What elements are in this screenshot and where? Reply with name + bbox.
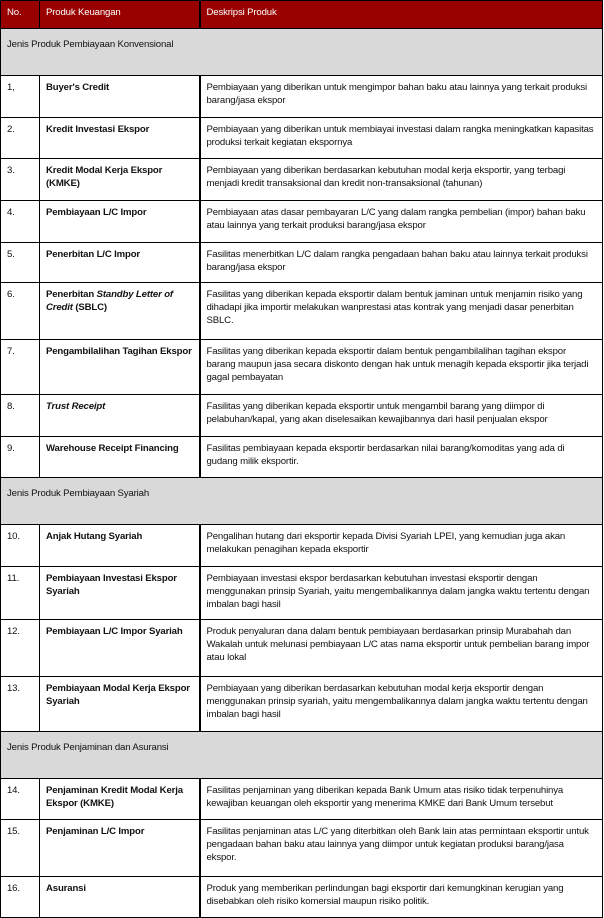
row-description: Pembiayaan atas dasar pembayaran L/C yang dalam rangka pembelian (impor) bahan baku atau lainnya yang terkait produksi barang/jasa ekspor (200, 201, 603, 243)
row-description: Fasilitas penjaminan yang diberikan kepada Bank Umum atas risiko tidak terpenuhinya kewajiban keuangan oleh eksportir yang menerima KMKE dari Bank Umum tersebut (200, 779, 603, 820)
table-row (1, 201, 603, 243)
table-row (1, 118, 603, 159)
row-description: Pembiayaan yang diberikan untuk mengimpor bahan baku atau lainnya yang terkait produksi barang/jasa ekspor (200, 76, 603, 118)
row-no: 5. (1, 243, 40, 283)
row-no: 6. (1, 283, 40, 340)
table-row (1, 76, 603, 118)
section-title: Jenis Produk Pembiayaan Syariah (1, 478, 603, 525)
row-no: 7. (1, 340, 40, 395)
row-description: Fasilitas penjaminan atas L/C yang diterbitkan oleh Bank lain atas permintaan eksportir untuk pengadaan bahan baku atau lainnya yang diimpor untuk kegiatan produksi barang/jasa ekspor. (200, 820, 603, 877)
row-no: 8. (1, 395, 40, 437)
row-product-name: Penjaminan Kredit Modal Kerja Ekspor (KMKE) (40, 779, 200, 820)
row-no: 1, (1, 76, 40, 118)
row-description: Fasilitas yang diberikan kepada eksportir untuk mengambil barang yang diimpor di pelabuhan/kapal, yang akan diselesaikan kewajibannya dari hasil penjualan ekspor (200, 395, 603, 437)
row-description: Fasilitas yang diberikan kepada eksportir dalam bentuk pengambilalihan tagihan ekspor barang maupun jasa secara diskonto dengan hak untuk menagih kepada eksportir jika terjadi gagal pembayatan (200, 340, 603, 395)
table-row (1, 159, 603, 201)
row-product-name: Anjak Hutang Syariah (40, 525, 200, 567)
row-no: 3. (1, 159, 40, 201)
table-row (1, 820, 603, 877)
row-no: 13. (1, 677, 40, 732)
row-product-name: Kredit Modal Kerja Ekspor (KMKE) (40, 159, 200, 201)
section-row-penjaminan (1, 732, 603, 779)
section-title: Jenis Produk Penjaminan dan Asuransi (1, 732, 603, 779)
row-product-name: Pembiayaan L/C Impor Syariah (40, 620, 200, 677)
row-product-name: Pembiayaan Investasi Ekspor Syariah (40, 567, 200, 620)
header-description: Deskripsi Produk (200, 1, 603, 29)
row-product-name: Warehouse Receipt Financing (40, 437, 200, 478)
row-no: 2. (1, 118, 40, 159)
name-italic: Standby Letter of Credit (46, 289, 173, 313)
row-product-name: Buyer's Credit (40, 76, 200, 118)
table-row (1, 340, 603, 395)
name-suffix: (SBLC) (72, 302, 107, 313)
table-row (1, 567, 603, 620)
row-no: 11. (1, 567, 40, 620)
row-no: 10. (1, 525, 40, 567)
row-description: Pembiayaan yang diberikan berdasarkan kebutuhan modal kerja eksportir, yang terbagi menjadi kredit transaksional dan kredit non-transaksional (tahunan) (200, 159, 603, 201)
table-row (1, 677, 603, 732)
table-row (1, 283, 603, 340)
row-no: 12. (1, 620, 40, 677)
row-no: 14. (1, 779, 40, 820)
table-row (1, 779, 603, 820)
row-product-name: Penjaminan L/C Impor (40, 820, 200, 877)
row-product-name: Pembiayaan L/C Impor (40, 201, 200, 243)
row-description: Fasilitas yang diberikan kepada eksportir dalam bentuk jaminan untuk menjamin risiko yang dihadapi jika importir melakukan wanprestasi atas kontrak yang menjadi dasar penerbitan SBLC. (200, 283, 603, 340)
row-product-name (40, 283, 200, 340)
row-no: 15. (1, 820, 40, 877)
row-product-name: Pengambilalihan Tagihan Ekspor (40, 340, 200, 395)
table-row (1, 437, 603, 478)
row-description: Pembiayaan yang diberikan berdasarkan kebutuhan modal kerja eksportir dengan menggunakan prinsip syariah, yaitu mengembalikannya dalam jangka waktu tertentu dengan imbalan bagi hasil (200, 677, 603, 732)
section-title: Jenis Produk Pembiayaan Konvensional (1, 29, 603, 76)
table-row (1, 620, 603, 677)
section-row-syariah (1, 478, 603, 525)
header-product: Produk Keuangan (40, 1, 200, 29)
row-product-name: Kredit Investasi Ekspor (40, 118, 200, 159)
table-row (1, 877, 603, 918)
table-row (1, 243, 603, 283)
table-row (1, 525, 603, 567)
row-product-name: Asuransi (40, 877, 200, 918)
row-no: 4. (1, 201, 40, 243)
table-header-row (1, 1, 603, 29)
row-no: 16. (1, 877, 40, 918)
header-no: No. (1, 1, 40, 29)
row-description: Produk penyaluran dana dalam bentuk pembiayaan berdasarkan prinsip Murabahah dan Wakalah untuk melunasi pembiayaan L/C atas nama eksportir untuk pembelian barang impor atau lokal (200, 620, 603, 677)
section-row-konvensional (1, 29, 603, 76)
row-product-name: Trust Receipt (40, 395, 200, 437)
row-description: Fasilitas menerbitkan L/C dalam rangka pengadaan bahan baku atau lainnya terkait produksi barang/jasa ekspor (200, 243, 603, 283)
table-row (1, 395, 603, 437)
row-description: Pembiayaan investasi ekspor berdasarkan kebutuhan investasi eksportir dengan menggunakan prinsip Syariah, yaitu mengembalikannya dalam jangka waktu tertentu dengan imbalan bagi hasil (200, 567, 603, 620)
name-prefix: Penerbitan (46, 289, 97, 300)
row-description: Fasilitas pembiayaan kepada eksportir berdasarkan nilai barang/komoditas yang ada di gudang milik eksportir. (200, 437, 603, 478)
row-description: Produk yang memberikan perlindungan bagi eksportir dari kemungkinan kerugian yang disebabkan oleh risiko komersial maupun risiko politik. (200, 877, 603, 918)
row-description: Pembiayaan yang diberikan untuk membiayai investasi dalam rangka meningkatkan kapasitas produksi terkait kegiatan ekspornya (200, 118, 603, 159)
row-no: 9. (1, 437, 40, 478)
row-product-name: Penerbitan L/C Impor (40, 243, 200, 283)
row-description: Pengalihan hutang dari eksportir kepada Divisi Syariah LPEI, yang kemudian juga akan melakukan penagihan kepada eksportir (200, 525, 603, 567)
row-product-name: Pembiayaan Modal Kerja Ekspor Syariah (40, 677, 200, 732)
